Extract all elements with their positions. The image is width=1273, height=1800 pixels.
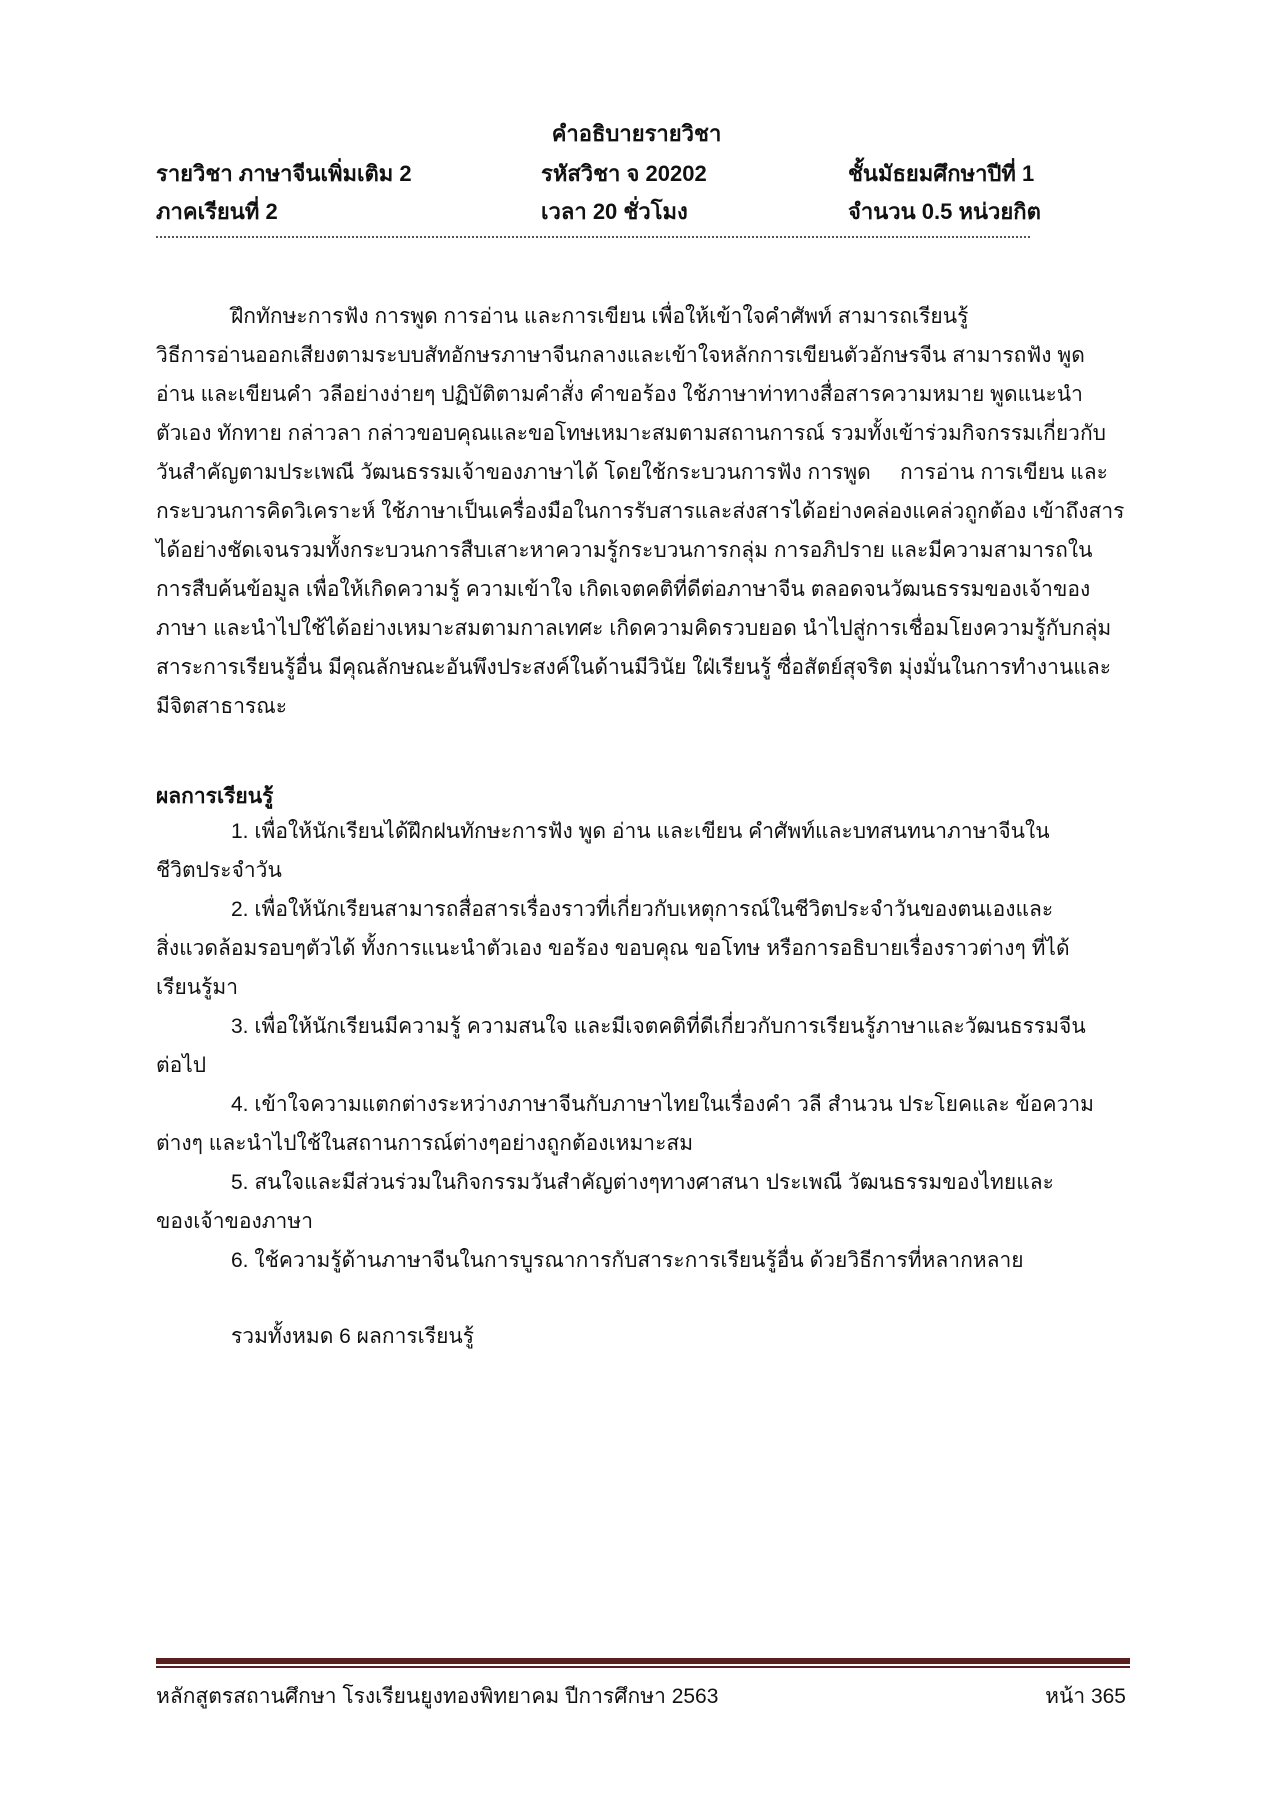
- outcome-line: ของเจ้าของภาษา: [156, 1210, 313, 1233]
- description-line: อ่าน และเขียนคำ วลีอย่างง่ายๆ ปฏิบัติตามคำสั่ง คำขอร้อง ใช้ภาษาท่าทางสื่อสารความหมาย พูดแนะนำ: [156, 383, 1083, 406]
- description-line: วันสำคัญตามประเพณี วัฒนธรรมเจ้าของภาษาได้ โดยใช้กระบวนการฟัง การพูด การอ่าน การเขียน และ: [156, 461, 1108, 484]
- outcome-line: 5. สนใจและมีส่วนร่วมในกิจกรรมวันสำคัญต่างๆทางศาสนา ประเพณี วัฒนธรรมของไทยและ: [231, 1171, 1054, 1194]
- page-title: คำอธิบายรายวิชา: [551, 121, 722, 146]
- page-number: หน้า 365: [1045, 1685, 1126, 1708]
- description-line: ได้อย่างชัดเจนรวมทั้งกระบวนการสืบเสาะหาความรู้กระบวนการกลุ่ม การอภิปราย และมีความสามารถใน: [156, 539, 1093, 562]
- grade-level: ชั้นมัธยมศึกษาปีที่ 1: [848, 161, 1035, 186]
- outcome-line: เรียนรู้มา: [156, 976, 239, 999]
- description-paragraph: [156, 297, 1124, 726]
- subject-name: รายวิชา ภาษาจีนเพิ่มเติม 2: [156, 161, 412, 186]
- outcome-line: 4. เข้าใจความแตกต่างระหว่างภาษาจีนกับภาษาไทยในเรื่องคำ วลี สำนวน ประโยคและ ข้อความ: [231, 1093, 1094, 1116]
- hours: เวลา 20 ชั่วโมง: [541, 199, 688, 224]
- outcome-line: 3. เพื่อให้นักเรียนมีความรู้ ความสนใจ และมีเจตคติที่ดีเกี่ยวกับการเรียนรู้ภาษาและวัฒนธรรมจีน: [231, 1015, 1086, 1038]
- description-line: การสืบค้นข้อมูล เพื่อให้เกิดความรู้ ความเข้าใจ เกิดเจตคติที่ดีต่อภาษาจีน ตลอดจนวัฒนธรรมของเจ้าของ: [156, 578, 1091, 601]
- credits: จำนวน 0.5 หน่วยกิต: [848, 199, 1041, 224]
- outcomes-heading: ผลการเรียนรู้: [156, 785, 274, 808]
- dotted-divider: [156, 236, 1030, 238]
- outcome-line: 6. ใช้ความรู้ด้านภาษาจีนในการบูรณาการกับสาระการเรียนรู้อื่น ด้วยวิธีการที่หลากหลาย: [231, 1249, 1024, 1272]
- subject-code: รหัสวิชา จ 20202: [541, 161, 707, 186]
- outcome-line: สิ่งแวดล้อมรอบๆตัวได้ ทั้งการแนะนำตัวเอง ขอร้อง ขอบคุณ ขอโทษ หรือการอธิบายเรื่องราวต่างๆ ที่ได้: [156, 937, 1070, 960]
- description-line: มีจิตสาธารณะ: [156, 695, 288, 718]
- footer-rule-thick: [156, 1658, 1130, 1664]
- footer-text: หลักสูตรสถานศึกษา โรงเรียนยูงทองพิทยาคม ปีการศึกษา 2563: [156, 1685, 719, 1708]
- outcome-line: ต่อไป: [156, 1054, 207, 1077]
- outcome-line: ต่างๆ และนำไปใช้ในสถานการณ์ต่างๆอย่างถูกต้องเหมาะสม: [156, 1132, 694, 1155]
- outcomes-list: [156, 812, 1094, 1280]
- description-line: สาระการเรียนรู้อื่น มีคุณลักษณะอันพึงประสงค์ในด้านมีวินัย ใฝ่เรียนรู้ ซื่อสัตย์สุจริต มุ่งมั่นในการทำงานและ: [156, 656, 1112, 679]
- footer-rule-thin: [156, 1666, 1130, 1668]
- outcomes-summary: รวมทั้งหมด 6 ผลการเรียนรู้: [231, 1325, 475, 1348]
- outcome-line: ชีวิตประจำวัน: [156, 859, 282, 882]
- description-line: ภาษา และนำไปใช้ได้อย่างเหมาะสมตามกาลเทศะ เกิดความคิดรวบยอด นำไปสู่การเชื่อมโยงความรู้กับกลุ่ม: [156, 617, 1112, 640]
- outcome-line: 2. เพื่อให้นักเรียนสามารถสื่อสารเรื่องราวที่เกี่ยวกับเหตุการณ์ในชีวิตประจำวันของตนเองและ: [231, 898, 1054, 921]
- description-line: กระบวนการคิดวิเคราะห์ ใช้ภาษาเป็นเครื่องมือในการรับสารและส่งสารได้อย่างคล่องแคล่วถูกต้อง เข้าถึงสาร: [156, 500, 1125, 523]
- outcome-line: 1. เพื่อให้นักเรียนได้ฝึกฝนทักษะการฟัง พูด อ่าน และเขียน คำศัพท์และบทสนทนาภาษาจีนใน: [231, 820, 1050, 843]
- semester: ภาคเรียนที่ 2: [156, 199, 278, 224]
- description-line: วิธีการอ่านออกเสียงตามระบบสัทอักษรภาษาจีนกลางและเข้าใจหลักการเขียนตัวอักษรจีน สามารถฟัง พูด: [156, 344, 1085, 367]
- description-line: ฝึกทักษะการฟัง การพูด การอ่าน และการเขียน เพื่อให้เข้าใจคำศัพท์ สามารถเรียนรู้: [231, 305, 969, 328]
- description-line: ตัวเอง ทักทาย กล่าวลา กล่าวขอบคุณและขอโทษเหมาะสมตามสถานการณ์ รวมทั้งเข้าร่วมกิจกรรมเกี่ยวกับ: [156, 422, 1106, 445]
